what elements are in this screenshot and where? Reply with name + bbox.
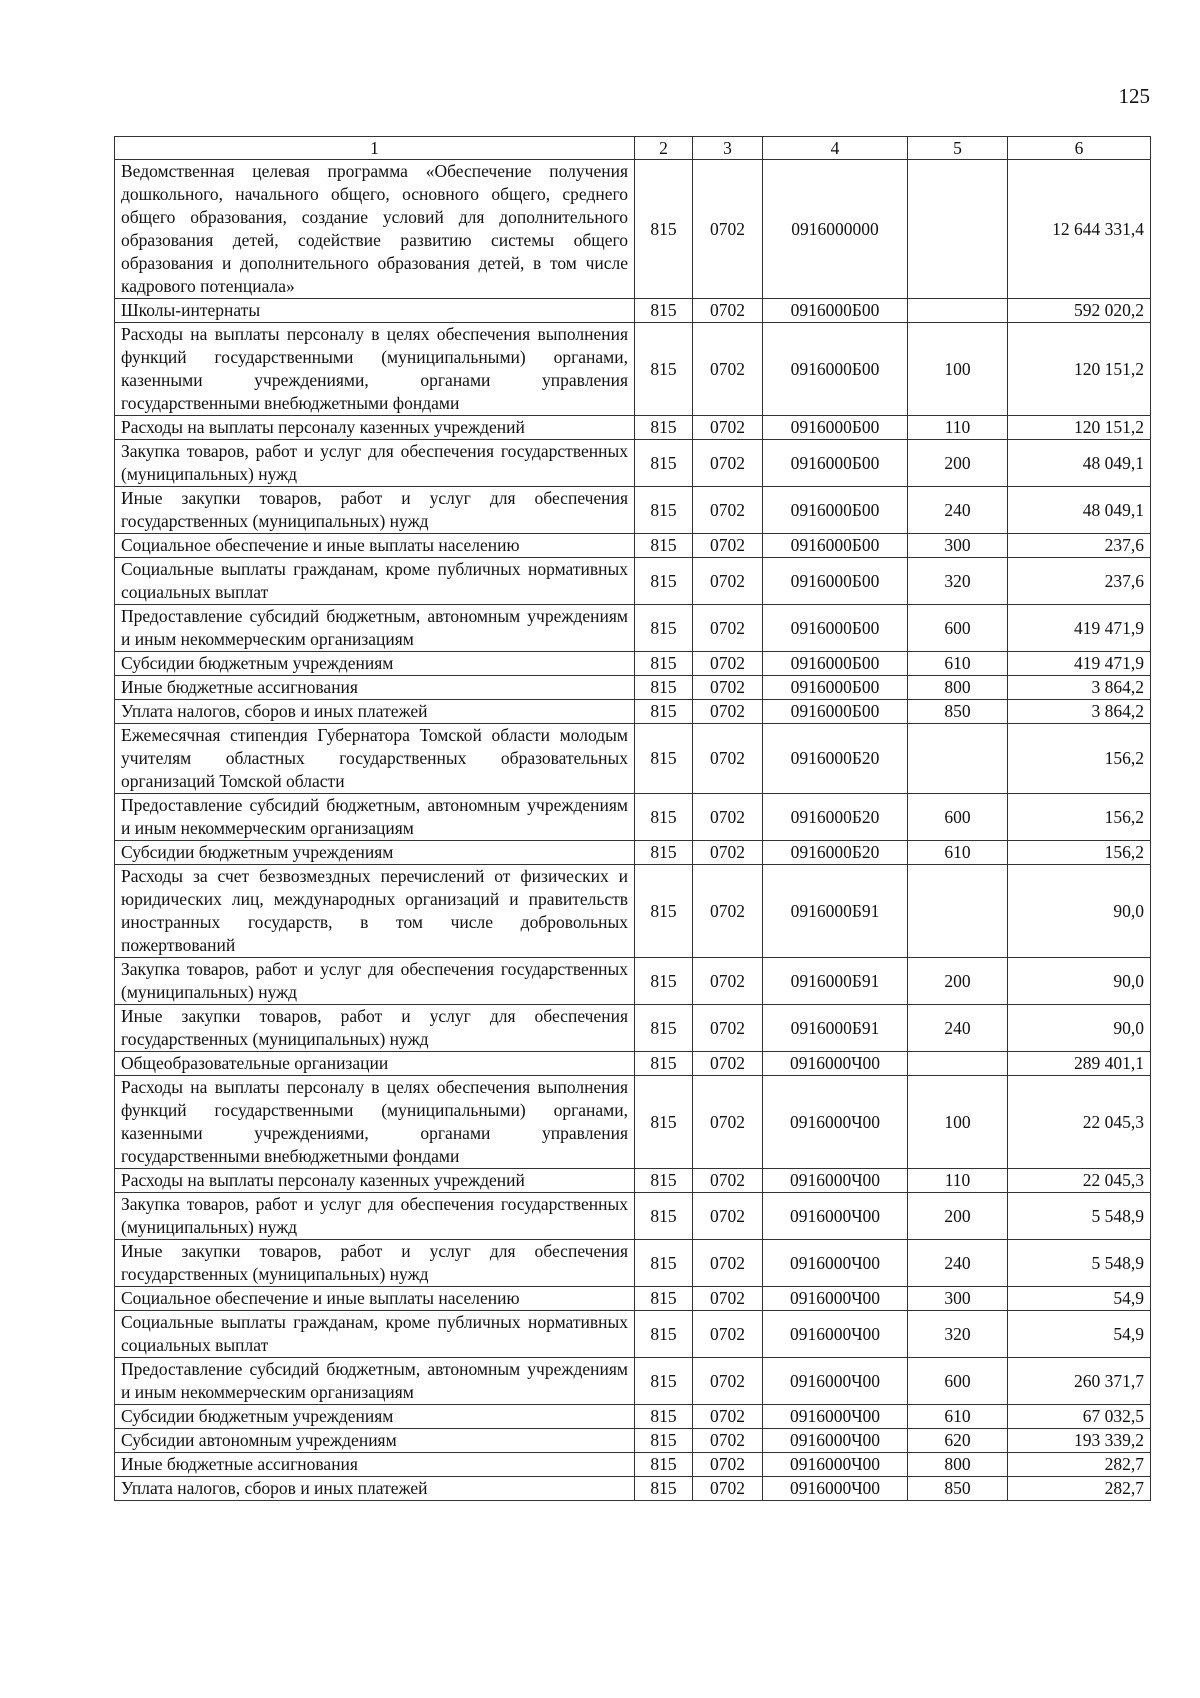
row-amount-cell: 193 339,2 xyxy=(1008,1429,1151,1453)
row-expense-type-cell: 300 xyxy=(908,1287,1008,1311)
table-row xyxy=(115,534,1151,558)
table-body xyxy=(115,160,1151,1501)
row-name-cell: Расходы на выплаты персоналу казенных учреждений xyxy=(115,1169,635,1193)
row-amount-cell: 156,2 xyxy=(1008,724,1151,794)
table-row xyxy=(115,1358,1151,1405)
row-name-cell: Иные закупки товаров, работ и услуг для обеспечения государственных (муниципальных) нужд xyxy=(115,1240,635,1287)
row-admin-code-cell: 815 xyxy=(635,1005,693,1052)
budget-table xyxy=(114,136,1151,1501)
row-target-code-cell: 0916000Б00 xyxy=(763,652,908,676)
row-target-code-cell: 0916000Ч00 xyxy=(763,1169,908,1193)
row-target-code-cell: 0916000Ч00 xyxy=(763,1052,908,1076)
row-expense-type-cell: 110 xyxy=(908,1169,1008,1193)
row-section-code-cell: 0702 xyxy=(693,1453,763,1477)
row-name-cell: Иные закупки товаров, работ и услуг для обеспечения государственных (муниципальных) нужд xyxy=(115,487,635,534)
row-expense-type-cell: 600 xyxy=(908,794,1008,841)
row-target-code-cell: 0916000000 xyxy=(763,160,908,299)
row-target-code-cell: 0916000Б00 xyxy=(763,323,908,416)
row-target-code-cell: 0916000Ч00 xyxy=(763,1240,908,1287)
table-row xyxy=(115,160,1151,299)
row-expense-type-cell xyxy=(908,160,1008,299)
row-section-code-cell: 0702 xyxy=(693,794,763,841)
header-col-4: 4 xyxy=(763,137,908,160)
row-expense-type-cell: 600 xyxy=(908,1358,1008,1405)
table-row xyxy=(115,1240,1151,1287)
row-name-cell: Предоставление субсидий бюджетным, автономным учреждениям и иным некоммерческим организациям xyxy=(115,605,635,652)
row-name-cell: Социальное обеспечение и иные выплаты населению xyxy=(115,534,635,558)
table-row xyxy=(115,558,1151,605)
row-expense-type-cell xyxy=(908,299,1008,323)
row-amount-cell: 5 548,9 xyxy=(1008,1193,1151,1240)
row-expense-type-cell: 320 xyxy=(908,1311,1008,1358)
row-target-code-cell: 0916000Б00 xyxy=(763,299,908,323)
row-section-code-cell: 0702 xyxy=(693,299,763,323)
row-admin-code-cell: 815 xyxy=(635,676,693,700)
table-row xyxy=(115,605,1151,652)
row-amount-cell: 54,9 xyxy=(1008,1287,1151,1311)
row-admin-code-cell: 815 xyxy=(635,1076,693,1169)
row-amount-cell: 282,7 xyxy=(1008,1453,1151,1477)
row-expense-type-cell: 610 xyxy=(908,1405,1008,1429)
table-row xyxy=(115,841,1151,865)
row-admin-code-cell: 815 xyxy=(635,299,693,323)
row-target-code-cell: 0916000Ч00 xyxy=(763,1076,908,1169)
row-expense-type-cell: 850 xyxy=(908,700,1008,724)
row-expense-type-cell xyxy=(908,1052,1008,1076)
row-name-cell: Субсидии автономным учреждениям xyxy=(115,1429,635,1453)
row-expense-type-cell xyxy=(908,724,1008,794)
row-section-code-cell: 0702 xyxy=(693,1405,763,1429)
row-name-cell: Ведомственная целевая программа «Обеспечение получения дошкольного, начального общего, основного общего, среднего общего образования, создание условий для дополнительного образования детей, содействие развитию системы общего образования и дополнительного образования детей, в том числе кадрового потенциала» xyxy=(115,160,635,299)
row-amount-cell: 90,0 xyxy=(1008,1005,1151,1052)
row-name-cell: Расходы на выплаты персоналу в целях обеспечения выполнения функций государственными (муниципальными) органами, казенными учреждениями, органами управления государственными внебюджетными фондами xyxy=(115,1076,635,1169)
row-target-code-cell: 0916000Б91 xyxy=(763,865,908,958)
row-admin-code-cell: 815 xyxy=(635,1240,693,1287)
row-expense-type-cell: 200 xyxy=(908,1193,1008,1240)
row-name-cell: Расходы на выплаты персоналу казенных учреждений xyxy=(115,416,635,440)
row-name-cell: Расходы за счет безвозмездных перечислений от физических и юридических лиц, международных организаций и правительств иностранных государств, в том числе добровольных пожертвований xyxy=(115,865,635,958)
row-target-code-cell: 0916000Б00 xyxy=(763,605,908,652)
row-name-cell: Закупка товаров, работ и услуг для обеспечения государственных (муниципальных) нужд xyxy=(115,1193,635,1240)
row-section-code-cell: 0702 xyxy=(693,724,763,794)
row-name-cell: Закупка товаров, работ и услуг для обеспечения государственных (муниципальных) нужд xyxy=(115,958,635,1005)
row-section-code-cell: 0702 xyxy=(693,1240,763,1287)
table-row xyxy=(115,676,1151,700)
row-amount-cell: 237,6 xyxy=(1008,534,1151,558)
row-expense-type-cell: 800 xyxy=(908,1453,1008,1477)
table-row xyxy=(115,299,1151,323)
row-name-cell: Субсидии бюджетным учреждениям xyxy=(115,1405,635,1429)
header-col-5: 5 xyxy=(908,137,1008,160)
row-amount-cell: 22 045,3 xyxy=(1008,1076,1151,1169)
row-amount-cell: 22 045,3 xyxy=(1008,1169,1151,1193)
header-col-1: 1 xyxy=(115,137,635,160)
row-admin-code-cell: 815 xyxy=(635,724,693,794)
row-section-code-cell: 0702 xyxy=(693,700,763,724)
row-expense-type-cell: 100 xyxy=(908,323,1008,416)
row-expense-type-cell: 100 xyxy=(908,1076,1008,1169)
row-section-code-cell: 0702 xyxy=(693,958,763,1005)
row-section-code-cell: 0702 xyxy=(693,1052,763,1076)
row-section-code-cell: 0702 xyxy=(693,1005,763,1052)
row-name-cell: Социальное обеспечение и иные выплаты населению xyxy=(115,1287,635,1311)
row-section-code-cell: 0702 xyxy=(693,605,763,652)
table-row xyxy=(115,1287,1151,1311)
row-admin-code-cell: 815 xyxy=(635,1169,693,1193)
row-name-cell: Иные бюджетные ассигнования xyxy=(115,1453,635,1477)
row-target-code-cell: 0916000Б00 xyxy=(763,440,908,487)
table-row xyxy=(115,700,1151,724)
row-admin-code-cell: 815 xyxy=(635,1287,693,1311)
row-amount-cell: 120 151,2 xyxy=(1008,416,1151,440)
row-target-code-cell: 0916000Ч00 xyxy=(763,1405,908,1429)
row-name-cell: Общеобразовательные организации xyxy=(115,1052,635,1076)
row-section-code-cell: 0702 xyxy=(693,1193,763,1240)
row-section-code-cell: 0702 xyxy=(693,440,763,487)
row-amount-cell: 237,6 xyxy=(1008,558,1151,605)
table-row xyxy=(115,865,1151,958)
header-col-6: 6 xyxy=(1008,137,1151,160)
page-number: 125 xyxy=(1118,84,1150,108)
row-amount-cell: 67 032,5 xyxy=(1008,1405,1151,1429)
row-expense-type-cell: 240 xyxy=(908,487,1008,534)
row-amount-cell: 90,0 xyxy=(1008,958,1151,1005)
row-name-cell: Иные закупки товаров, работ и услуг для обеспечения государственных (муниципальных) нужд xyxy=(115,1005,635,1052)
row-admin-code-cell: 815 xyxy=(635,323,693,416)
header-col-2: 2 xyxy=(635,137,693,160)
row-target-code-cell: 0916000Б00 xyxy=(763,700,908,724)
row-section-code-cell: 0702 xyxy=(693,1311,763,1358)
row-admin-code-cell: 815 xyxy=(635,1405,693,1429)
table-row xyxy=(115,416,1151,440)
row-expense-type-cell: 850 xyxy=(908,1477,1008,1501)
row-target-code-cell: 0916000Б91 xyxy=(763,958,908,1005)
row-name-cell: Социальные выплаты гражданам, кроме публичных нормативных социальных выплат xyxy=(115,1311,635,1358)
row-target-code-cell: 0916000Б00 xyxy=(763,676,908,700)
row-section-code-cell: 0702 xyxy=(693,1287,763,1311)
row-amount-cell: 419 471,9 xyxy=(1008,652,1151,676)
row-expense-type-cell: 610 xyxy=(908,841,1008,865)
row-target-code-cell: 0916000Ч00 xyxy=(763,1287,908,1311)
row-name-cell: Субсидии бюджетным учреждениям xyxy=(115,841,635,865)
row-amount-cell: 3 864,2 xyxy=(1008,700,1151,724)
row-section-code-cell: 0702 xyxy=(693,558,763,605)
row-name-cell: Ежемесячная стипендия Губернатора Томской области молодым учителям областных государственных образовательных организаций Томской области xyxy=(115,724,635,794)
row-expense-type-cell: 240 xyxy=(908,1240,1008,1287)
table-row xyxy=(115,1429,1151,1453)
table-row xyxy=(115,487,1151,534)
row-admin-code-cell: 815 xyxy=(635,160,693,299)
row-expense-type-cell: 300 xyxy=(908,534,1008,558)
row-target-code-cell: 0916000Б00 xyxy=(763,534,908,558)
row-name-cell: Социальные выплаты гражданам, кроме публичных нормативных социальных выплат xyxy=(115,558,635,605)
row-expense-type-cell: 320 xyxy=(908,558,1008,605)
row-section-code-cell: 0702 xyxy=(693,1358,763,1405)
row-amount-cell: 3 864,2 xyxy=(1008,676,1151,700)
row-name-cell: Предоставление субсидий бюджетным, автономным учреждениям и иным некоммерческим организациям xyxy=(115,794,635,841)
row-expense-type-cell: 600 xyxy=(908,605,1008,652)
row-section-code-cell: 0702 xyxy=(693,1429,763,1453)
row-expense-type-cell: 620 xyxy=(908,1429,1008,1453)
row-admin-code-cell: 815 xyxy=(635,652,693,676)
row-target-code-cell: 0916000Ч00 xyxy=(763,1358,908,1405)
row-name-cell: Иные бюджетные ассигнования xyxy=(115,676,635,700)
row-admin-code-cell: 815 xyxy=(635,440,693,487)
row-target-code-cell: 0916000Б00 xyxy=(763,416,908,440)
row-admin-code-cell: 815 xyxy=(635,605,693,652)
row-admin-code-cell: 815 xyxy=(635,487,693,534)
row-amount-cell: 282,7 xyxy=(1008,1477,1151,1501)
row-admin-code-cell: 815 xyxy=(635,700,693,724)
row-section-code-cell: 0702 xyxy=(693,534,763,558)
row-amount-cell: 90,0 xyxy=(1008,865,1151,958)
row-section-code-cell: 0702 xyxy=(693,487,763,534)
row-admin-code-cell: 815 xyxy=(635,1052,693,1076)
row-section-code-cell: 0702 xyxy=(693,865,763,958)
table-row xyxy=(115,1477,1151,1501)
row-target-code-cell: 0916000Ч00 xyxy=(763,1477,908,1501)
row-name-cell: Субсидии бюджетным учреждениям xyxy=(115,652,635,676)
row-section-code-cell: 0702 xyxy=(693,323,763,416)
row-admin-code-cell: 815 xyxy=(635,958,693,1005)
table-row xyxy=(115,724,1151,794)
row-admin-code-cell: 815 xyxy=(635,794,693,841)
row-target-code-cell: 0916000Ч00 xyxy=(763,1193,908,1240)
table-header xyxy=(115,137,1151,160)
row-target-code-cell: 0916000Ч00 xyxy=(763,1429,908,1453)
row-target-code-cell: 0916000Б20 xyxy=(763,841,908,865)
row-target-code-cell: 0916000Б00 xyxy=(763,487,908,534)
row-admin-code-cell: 815 xyxy=(635,534,693,558)
row-section-code-cell: 0702 xyxy=(693,652,763,676)
table-row xyxy=(115,1076,1151,1169)
row-admin-code-cell: 815 xyxy=(635,1311,693,1358)
row-admin-code-cell: 815 xyxy=(635,1358,693,1405)
row-expense-type-cell: 200 xyxy=(908,958,1008,1005)
table-row xyxy=(115,1311,1151,1358)
row-amount-cell: 5 548,9 xyxy=(1008,1240,1151,1287)
row-section-code-cell: 0702 xyxy=(693,1169,763,1193)
table-row xyxy=(115,652,1151,676)
row-amount-cell: 48 049,1 xyxy=(1008,440,1151,487)
row-name-cell: Расходы на выплаты персоналу в целях обеспечения выполнения функций государственными (муниципальными) органами, казенными учреждениями, органами управления государственными внебюджетными фондами xyxy=(115,323,635,416)
table-row xyxy=(115,323,1151,416)
row-name-cell: Школы-интернаты xyxy=(115,299,635,323)
row-expense-type-cell xyxy=(908,865,1008,958)
row-section-code-cell: 0702 xyxy=(693,841,763,865)
row-target-code-cell: 0916000Ч00 xyxy=(763,1311,908,1358)
row-expense-type-cell: 200 xyxy=(908,440,1008,487)
row-name-cell: Закупка товаров, работ и услуг для обеспечения государственных (муниципальных) нужд xyxy=(115,440,635,487)
row-section-code-cell: 0702 xyxy=(693,676,763,700)
row-amount-cell: 260 371,7 xyxy=(1008,1358,1151,1405)
row-amount-cell: 289 401,1 xyxy=(1008,1052,1151,1076)
row-amount-cell: 120 151,2 xyxy=(1008,323,1151,416)
row-admin-code-cell: 815 xyxy=(635,558,693,605)
row-amount-cell: 156,2 xyxy=(1008,794,1151,841)
row-target-code-cell: 0916000Б91 xyxy=(763,1005,908,1052)
row-expense-type-cell: 610 xyxy=(908,652,1008,676)
row-amount-cell: 48 049,1 xyxy=(1008,487,1151,534)
row-target-code-cell: 0916000Ч00 xyxy=(763,1453,908,1477)
row-target-code-cell: 0916000Б20 xyxy=(763,794,908,841)
row-admin-code-cell: 815 xyxy=(635,841,693,865)
row-target-code-cell: 0916000Б20 xyxy=(763,724,908,794)
table-row xyxy=(115,1193,1151,1240)
row-section-code-cell: 0702 xyxy=(693,416,763,440)
row-amount-cell: 12 644 331,4 xyxy=(1008,160,1151,299)
row-admin-code-cell: 815 xyxy=(635,1477,693,1501)
row-admin-code-cell: 815 xyxy=(635,1453,693,1477)
table-row xyxy=(115,1169,1151,1193)
row-section-code-cell: 0702 xyxy=(693,1477,763,1501)
row-name-cell: Уплата налогов, сборов и иных платежей xyxy=(115,1477,635,1501)
row-expense-type-cell: 800 xyxy=(908,676,1008,700)
row-admin-code-cell: 815 xyxy=(635,865,693,958)
row-name-cell: Предоставление субсидий бюджетным, автономным учреждениям и иным некоммерческим организациям xyxy=(115,1358,635,1405)
row-target-code-cell: 0916000Б00 xyxy=(763,558,908,605)
table-row xyxy=(115,958,1151,1005)
row-amount-cell: 419 471,9 xyxy=(1008,605,1151,652)
header-col-3: 3 xyxy=(693,137,763,160)
table-row xyxy=(115,1405,1151,1429)
row-amount-cell: 54,9 xyxy=(1008,1311,1151,1358)
row-amount-cell: 592 020,2 xyxy=(1008,299,1151,323)
table-row xyxy=(115,440,1151,487)
row-admin-code-cell: 815 xyxy=(635,1193,693,1240)
row-amount-cell: 156,2 xyxy=(1008,841,1151,865)
row-section-code-cell: 0702 xyxy=(693,1076,763,1169)
header-row xyxy=(115,137,1151,160)
row-admin-code-cell: 815 xyxy=(635,1429,693,1453)
table-row xyxy=(115,794,1151,841)
row-section-code-cell: 0702 xyxy=(693,160,763,299)
table-row xyxy=(115,1005,1151,1052)
row-expense-type-cell: 110 xyxy=(908,416,1008,440)
row-admin-code-cell: 815 xyxy=(635,416,693,440)
table-row xyxy=(115,1052,1151,1076)
table-row xyxy=(115,1453,1151,1477)
row-name-cell: Уплата налогов, сборов и иных платежей xyxy=(115,700,635,724)
row-expense-type-cell: 240 xyxy=(908,1005,1008,1052)
